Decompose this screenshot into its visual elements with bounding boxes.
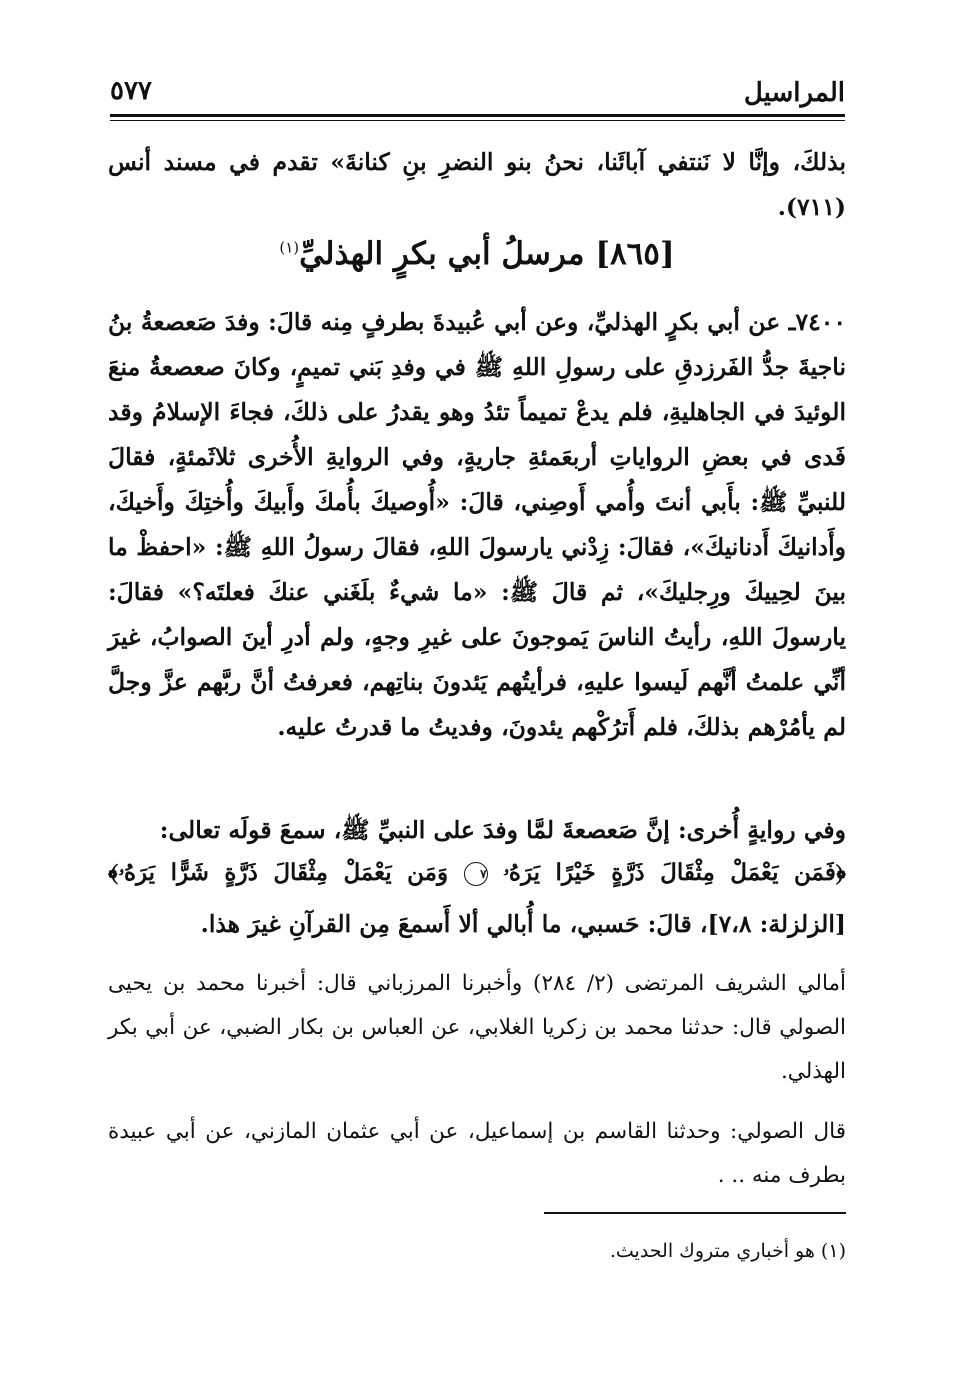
- quran-verse-part2: وَمَن يَعْمَلْ مِثْقَالَ ذَرَّةٍ شَرًّا يَرَهُۥ﴾: [108, 859, 449, 886]
- after-quran-text: [الزلزلة: ٧،٨]، قالَ: حَسبي، ما أُبالي ألا أَسمعَ مِن القرآنِ غيرَ هذا.: [200, 910, 846, 938]
- quran-verse-part1: ﴿فَمَن يَعْمَلْ مِثْقَالَ ذَرَّةٍ خَيْرًا يَرَهُۥ: [503, 859, 846, 886]
- header-rule-thin: [110, 120, 845, 121]
- footnote-reference: (١): [279, 238, 300, 257]
- header-rule-thick: [110, 114, 845, 117]
- running-title: المراسيل: [743, 78, 845, 108]
- page-header: [110, 72, 845, 116]
- source-paragraph-2: قال الصولي: وحدثنا القاسم بن إسماعيل، عن أبي عثمان المازني، عن أبي عبيدة بطرف منه .. .: [108, 1119, 846, 1188]
- source-paragraph-1: أمالي الشريف المرتضى (٢/ ٢٨٤) وأخبرنا المرزباني قال: أخبرنا محمد بن يحيى الصولي قال: حدثنا محمد بن زكريا الغلابي، عن العباس بن بكار الضبي، عن أبي بكر الهذلي.: [108, 971, 846, 1084]
- hadith-main-paragraph: ٧٤٠٠ـ عن أبي بكرٍ الهذليِّ، وعن أبي عُبيدةَ بطرفٍ مِنه قالَ: وفدَ صَعصعةُ بنُ ناجيةَ جدُّ الفَرزدقِ على رسولِ اللهِ ﷺ في وفدِ بَني تميمٍ، وكانَ صعصعةُ منعَ الوئيدَ في الجاهليةِ، فلم يدعْ تميماً تئدُ وهو يقدرُ على ذلكَ، فجاءَ الإسلامُ وقد فَدى في بعضِ الرواياتِ أربعَمئةِ جاريةٍ، وفي الروايةِ الأُخرى ثلاثَمئةٍ، فقالَ للنبيِّ ﷺ: بأَبي أنتَ وأُمي أَوصِني، قالَ: «أُوصيكَ بأُمكَ وأَبيكَ وأُختِكَ وأَخيكَ، وأَدانيكَ أَدنانيكَ»، فقالَ: زِدْني يارسولَ اللهِ، فقالَ رسولُ اللهِ ﷺ: «احفظْ ما بينَ لحِييكَ ورِجليكَ»، ثم قالَ ﷺ: «ما شيءٌ بلَغَني عنكَ فعلتَه؟» فقالَ: يارسولَ اللهِ، رأيتُ الناسَ يَموجونَ على غيرِ وجهٍ، ولم أدرِ أينَ الصوابُ، غيرَ أنِّي علمتُ أنَّهم لَيسوا عليهِ، فرأيتُهم يَئدونَ بناتِهم، فعرفتُ أنَّ ربَّهم عزَّ وجلَّ لم يأمُرْهم بذلكَ، فلم أَترُكْهم يئدونَ، وفديتُ ما قدرتُ عليه.: [108, 308, 846, 741]
- footnote: (١) هو أخباري متروك الحديث.: [609, 1240, 846, 1262]
- quran-verse: [108, 856, 846, 890]
- section-heading-text: [٨٦٥] مرسلُ أبي بكرٍ الهذليِّ: [299, 236, 675, 272]
- page-number: ٥٧٧: [110, 76, 152, 106]
- ayah-number-mark: ٧: [464, 862, 488, 886]
- second-narration-paragraph: وفي روايةٍ أُخرى: إنَّ صَعصعةَ لمَّا وفدَ على النبيِّ ﷺ، سمعَ قولَه تعالى:: [159, 816, 846, 844]
- top-paragraph: بذلكَ، وإنَّا لا نَنتفي آبائَنا، نحنُ بنو النضرِ بنِ كنانةَ» تقدم في مسند أنس (٧١١).: [108, 148, 846, 221]
- section-heading: [108, 236, 846, 272]
- footnote-separator: [544, 1212, 846, 1214]
